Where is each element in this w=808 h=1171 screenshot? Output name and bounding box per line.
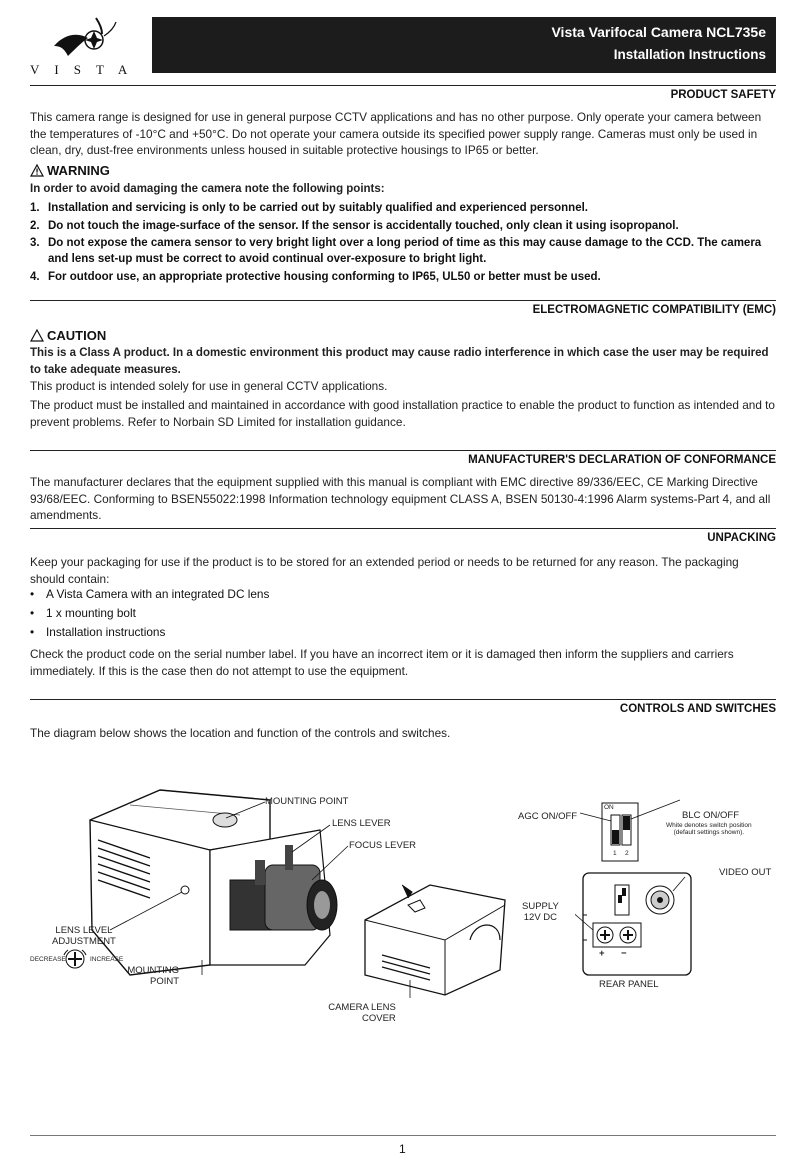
caution-triangle-icon xyxy=(30,329,44,342)
camera-lens-cover-label: CAMERA LENS COVER xyxy=(328,1002,396,1024)
section-rule xyxy=(30,699,776,700)
list-item: • A Vista Camera with an integrated DC lens xyxy=(30,585,269,604)
caution-title xyxy=(30,328,106,343)
increase-label: INCREASE xyxy=(90,956,124,963)
section-heading-controls: CONTROLS AND SWITCHES xyxy=(619,703,776,715)
list-item: • Installation instructions xyxy=(30,623,269,642)
product-safety-text: This camera range is designed for use in general purpose CCTV applications and has no other purpose. Only operate your camera between the temperatures of -10°C and +50°C. Do not operate your camera outside its specified power supply range. Cameras must only be used in clean, dry, dust-free environments unless housed in suitable protective housings to IP65 or better. xyxy=(30,110,762,157)
list-item: 4. For outdoor use, an appropriate protective housing conforming to IP65, UL50 or better must be used. xyxy=(30,270,601,283)
section-rule xyxy=(30,528,776,529)
unpacking-list xyxy=(30,585,269,642)
blc-note: White denotes switch position (default settings shown). xyxy=(666,822,752,836)
mounting-point-bottom-label: MOUNTING POINT xyxy=(127,965,180,987)
supply-label: SUPPLY 12V DC xyxy=(522,901,559,923)
focus-lever-label: FOCUS LEVER xyxy=(349,840,417,851)
adjustment-screw-icon xyxy=(62,947,88,971)
camera-diagram xyxy=(30,780,510,1030)
warning-label: WARNING xyxy=(47,163,110,178)
controls-intro: The diagram below shows the location and function of the controls and switches. xyxy=(30,726,451,740)
section-rule xyxy=(30,450,776,451)
list-item: • 1 x mounting bolt xyxy=(30,604,269,623)
warning-list xyxy=(30,200,776,286)
section-heading-conformance: MANUFACTURER'S DECLARATION OF CONFORMANCE xyxy=(468,454,776,466)
minus-terminal-label: − xyxy=(621,948,627,959)
agc-label: AGC ON/OFF xyxy=(518,811,578,822)
footer-rule xyxy=(30,1135,776,1136)
warning-title xyxy=(30,163,110,178)
logo-wordmark: VISTA xyxy=(30,62,143,77)
switch-2-label: 2 xyxy=(625,850,629,857)
video-out-label: VIDEO OUT xyxy=(719,867,772,878)
plus-terminal-label: + xyxy=(599,948,605,959)
warning-intro: In order to avoid damaging the camera note the following points: xyxy=(30,183,385,195)
document-subtitle: Installation Instructions xyxy=(613,47,766,62)
list-item: 3. Do not expose the camera sensor to very bright light over a long period of time as this may cause damage to the CCD. The camera and lens set-up must be correct to avoid continual over-exposure to bright light. xyxy=(30,237,762,265)
emc-paragraph-2: The product must be installed and maintained in accordance with good installation practice to enable the product to function as intended and to prevent problems. Refer to Norbain SD Limited for installation guidance. xyxy=(30,398,775,429)
lens-lever-label: LENS LEVER xyxy=(332,818,391,829)
section-heading-unpacking: UNPACKING xyxy=(707,532,776,544)
conformance-text: The manufacturer declares that the equipment supplied with this manual is compliant with EMC directive 89/336/EEC, CE Marking Directive 93/68/EEC. Conforming to BSEN55022:1998 Information technology equipment CLASS A, BSEN 50130-4:1996 Alarm systems-Part 4, and all amendments. xyxy=(30,475,771,522)
list-item: 2. Do not touch the image-surface of the sensor. If the sensor is accidentally touched, only clean it using isopropanol. xyxy=(30,219,679,232)
caution-label: CAUTION xyxy=(47,328,107,343)
document-title: Vista Varifocal Camera NCL735e xyxy=(551,24,766,40)
blc-label: BLC ON/OFF xyxy=(682,810,740,821)
unpacking-intro: Keep your packaging for use if the product is to be stored for an extended period or needs to be returned for any reason. The packaging should contain: xyxy=(30,555,739,586)
switch-on-label: ON xyxy=(604,804,614,811)
switch-1-label: 1 xyxy=(613,850,617,857)
page-number: 1 xyxy=(399,1142,406,1156)
warning-triangle-icon xyxy=(30,164,44,177)
section-heading-product-safety: PRODUCT SAFETY xyxy=(670,89,776,101)
decrease-label: DECREASE xyxy=(30,956,66,963)
rear-panel-label: REAR PANEL xyxy=(599,979,659,990)
list-item: 1. Installation and servicing is only to be carried out by suitably qualified and experienced personnel. xyxy=(30,202,588,214)
section-heading-emc: ELECTROMAGNETIC COMPATIBILITY (EMC) xyxy=(532,304,776,316)
section-rule xyxy=(30,85,776,86)
mounting-point-top-label: MOUNTING POINT xyxy=(265,796,349,807)
emc-paragraph-1: This product is intended solely for use in general CCTV applications. xyxy=(30,379,388,393)
caution-text: This is a Class A product. In a domestic environment this product may cause radio interference in which case the user may be required to take adequate measures. xyxy=(30,347,769,376)
vista-logo-icon xyxy=(52,16,122,64)
section-rule xyxy=(30,300,776,301)
unpacking-outro: Check the product code on the serial number label. If you have an incorrect item or it is damaged then inform the suppliers and carriers immediately. If this is the case then do not attempt to use the equipment. xyxy=(30,647,734,678)
lens-level-adjustment-label: LENS LEVEL ADJUSTMENT xyxy=(52,925,116,947)
